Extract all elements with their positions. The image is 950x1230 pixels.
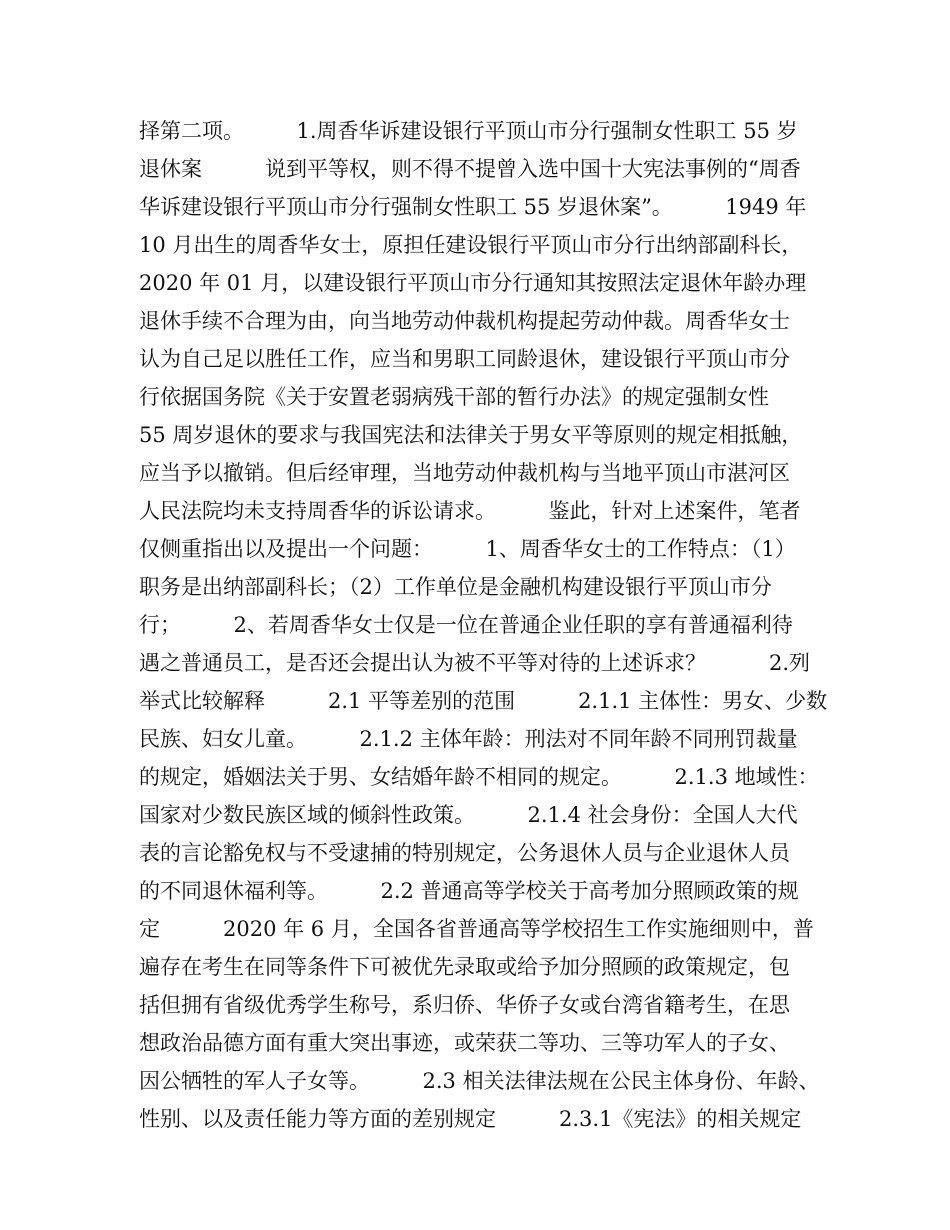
text-line-4: 10 月出生的周香华女士，原担任建设银行平顶山市分行出纳部副科长， xyxy=(139,233,803,257)
text-line-14: 行； 2、若周香华女士仅是一位在普通企业任职的享有普通福利待 xyxy=(139,613,793,637)
text-line-9: 55 周岁退休的要求与我国宪法和法律关于男女平等原则的规定相抵触， xyxy=(139,423,803,447)
text-line-18: 的规定，婚姻法关于男、女结婚年龄不相同的规定。 2.1.3 地域性： xyxy=(139,765,819,789)
text-line-27: 性别、以及责任能力等方面的差别规定 2.3.1《宪法》的相关规定 xyxy=(139,1107,802,1131)
text-line-10: 应当予以撤销。但后经审理，当地劳动仲裁机构与当地平顶山市湛河区 xyxy=(139,461,790,485)
text-line-3: 华诉建设银行平顶山市分行强制女性职工 55 岁退休案”。 1949 年 xyxy=(139,195,807,219)
text-line-21: 的不同退休福利等。 2.2 普通高等学校关于高考加分照顾政策的规 xyxy=(139,879,799,903)
text-line-24: 括但拥有省级优秀学生称号，系归侨、华侨子女或台湾省籍考生，在思 xyxy=(139,993,790,1017)
text-line-20: 表的言论豁免权与不受逮捕的特别规定，公务退休人员与企业退休人员 xyxy=(139,841,790,865)
text-line-6: 退休手续不合理为由，向当地劳动仲裁机构提起劳动仲裁。周香华女士 xyxy=(139,309,790,333)
text-line-16: 举式比较解释 2.1 平等差别的范围 2.1.1 主体性：男女、少数 xyxy=(139,689,828,713)
text-line-2: 退休案 说到平等权，则不得不提曾入选中国十大宪法事例的“周香 xyxy=(139,157,801,181)
text-line-7: 认为自己足以胜任工作，应当和男职工同龄退休，建设银行平顶山市分 xyxy=(139,347,790,371)
text-line-19: 国家对少数民族区域的倾斜性政策。 2.1.4 社会身份：全国人大代 xyxy=(139,803,798,827)
text-line-12: 仅侧重指出以及提出一个问题： 1、周香华女士的工作特点：（1） xyxy=(139,537,796,561)
body-text xyxy=(139,112,829,1138)
text-line-1: 择第二项。 1.周香华诉建设银行平顶山市分行强制女性职工 55 岁 xyxy=(139,119,798,143)
text-line-23: 遍存在考生在同等条件下可被优先录取或给予加分照顾的政策规定，包 xyxy=(139,955,790,979)
text-line-26: 因公牺牲的军人子女等。 2.3 相关法律法规在公民主体身份、年龄、 xyxy=(139,1069,820,1093)
text-line-13: 职务是出纳部副科长；（2）工作单位是金融机构建设银行平顶山市分 xyxy=(139,575,772,599)
text-line-22: 定 2020 年 6 月，全国各省普通高等学校招生工作实施细则中，普 xyxy=(139,917,814,941)
text-line-15: 遇之普通员工，是否还会提出认为被不平等对待的上述诉求？ 2.列 xyxy=(139,651,811,675)
text-line-11: 人民法院均未支持周香华的诉讼请求。 鉴此，针对上述案件，笔者 xyxy=(139,499,801,523)
text-line-8: 行依据国务院《关于安置老弱病残干部的暂行办法》的规定强制女性 xyxy=(139,385,769,409)
text-line-17: 民族、妇女儿童。 2.1.2 主体年龄：刑法对不同年龄不同刑罚裁量 xyxy=(139,727,798,751)
text-line-25: 想政治品德方面有重大突出事迹，或荣获二等功、三等功军人的子女、 xyxy=(139,1031,790,1055)
text-line-5: 2020 年 01 月，以建设银行平顶山市分行通知其按照法定退休年龄办理 xyxy=(139,271,807,295)
